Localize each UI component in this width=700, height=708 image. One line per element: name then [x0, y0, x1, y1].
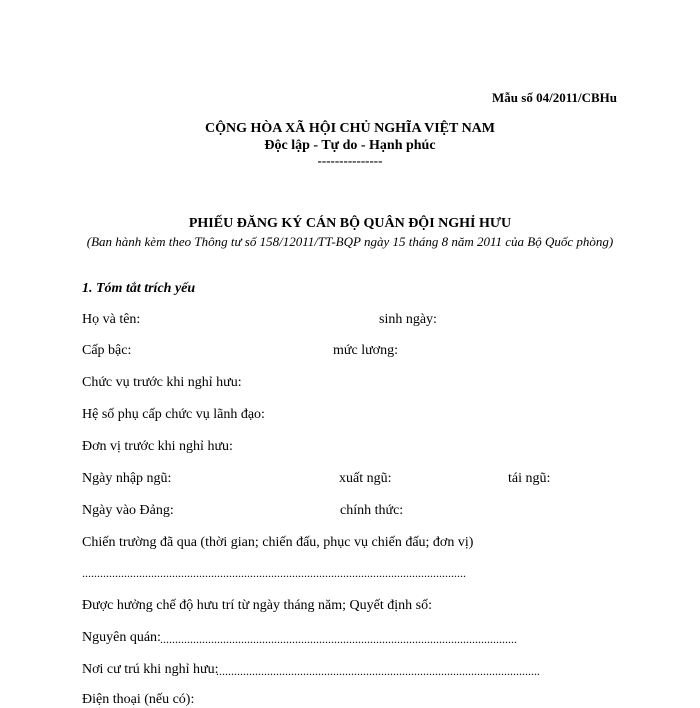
- hometown-dotted-line: .......................................................................................................................: [160, 632, 517, 646]
- official-label: chính thức:: [340, 503, 404, 518]
- position-label: Chức vụ trước khi nghỉ hưu:: [82, 375, 242, 390]
- document-title: PHIẾU ĐĂNG KÝ CÁN BỘ QUÂN ĐỘI NGHỈ HƯU: [188, 216, 512, 231]
- allowance-label: Hệ số phụ cấp chức vụ lãnh đạo:: [82, 407, 265, 422]
- enlist-date-label: Ngày nhập ngũ:: [82, 471, 172, 486]
- pension-label: Được hưởng chế độ hưu trí từ ngày tháng năm; Quyết định số:: [82, 598, 432, 613]
- residence-label: Nơi cư trú khi nghỉ hưu:: [82, 662, 219, 677]
- document-subtitle: (Ban hành kèm theo Thông tư số 158/12011/TT-BQP ngày 15 tháng 8 năm 2011 của Bộ Quốc phòng): [86, 234, 614, 249]
- section-heading: 1. Tóm tắt trích yếu: [82, 281, 196, 296]
- rank-label: Cấp bậc:: [82, 343, 132, 358]
- discharge-label: xuất ngũ:: [339, 471, 392, 486]
- residence-dotted-line: ............................................................................................................: [216, 664, 540, 678]
- battlefield-dotted-line: ................................................................................................................................: [82, 566, 466, 580]
- motto: Độc lập - Tự do - Hạnh phúc: [264, 138, 436, 153]
- reenlist-label: tái ngũ:: [508, 471, 551, 486]
- phone-label: Điện thoại (nếu có):: [82, 692, 195, 707]
- hometown-label: Nguyên quán:: [82, 630, 161, 645]
- full-name-label: Họ và tên:: [82, 312, 141, 327]
- nation-title: CỘNG HÒA XÃ HỘI CHỦ NGHĨA VIỆT NAM: [204, 121, 495, 136]
- battlefield-label: Chiến trường đã qua (thời gian; chiến đấu, phục vụ chiến đấu; đơn vị): [82, 535, 474, 550]
- party-date-label: Ngày vào Đảng:: [82, 503, 174, 518]
- unit-label: Đơn vị trước khi nghỉ hưu:: [82, 439, 233, 454]
- form-code: Mẫu số 04/2011/CBHu: [492, 90, 617, 105]
- birth-date-label: sinh ngày:: [379, 312, 437, 327]
- salary-label: mức lương:: [333, 343, 398, 358]
- header-separator: ---------------: [317, 153, 383, 168]
